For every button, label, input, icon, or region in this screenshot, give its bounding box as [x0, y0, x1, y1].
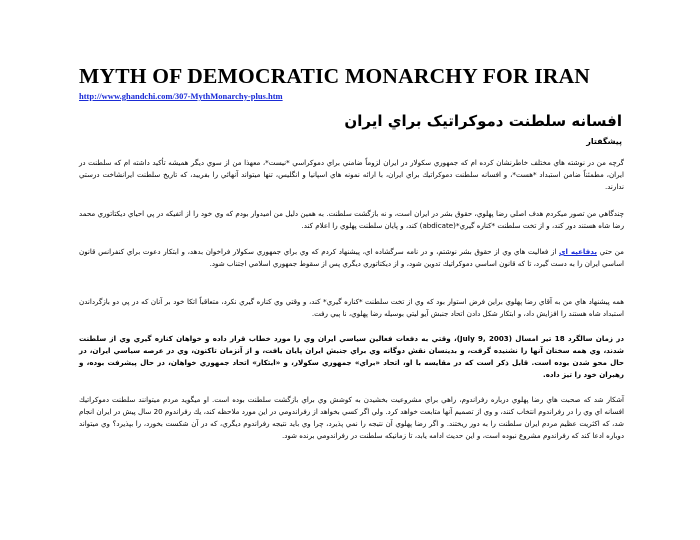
paragraph-6: آشكار شد كه صحبت هاي رضا پهلوي درباره رفراندوم، راهي براي مشروعيت بخشيدن به كوشش وي براي بازگشت سلطنت بوده است. او ميگويد مردم ميتوانند سلطنت دموكراتيك افسانه اي وي را در رفراندوم انتخاب كنند، و وي از تصميم آنها متابعت خواهد كرد. ولي اگر كسي بخواهد از رفراندومي در اين مورد ملاحظه كند، يك رفراندوم 20 سال پيش در ايران انجام شد، كه اكثريت عظيم مردم ايران سلطنت را به دور ريختند. و اگر رضا پهلوي آن نتيجه را نمي پذيرد، چرا وي بايد نتيجه رفراندوم ديگري، كه در آن شكست بخورد، را بپذيرد؟ وي ميتواند دوباره ادعا كند كه رفراندوم مشروع نبوده است، و اين حديث ادامه يابد، تا زمانيكه سلطنت در رفراندومي برنده شود.	[79, 395, 624, 440]
persian-title: افسانه سلطنت دموکراتیک براي ايران	[344, 112, 622, 130]
paragraph-3	[79, 246, 624, 270]
paragraph-4: همه پيشنهاد هاي من به آقاي رضا پهلوي براين فرض استوار بود كه وي از تخت سلطنت *كناره گيري* كند، و وقتي وي كناره گيري نكرد، متعاقباً اتكا خود بر آنان كه در پي دو بازگرداندن استبداد شاه هستند را افزايش داد، و ابتكار شكل دادن اتحاد جنبش آيو ليتي بوسيله رضا پهلوي، نا پيي رفت.	[79, 297, 624, 318]
paragraph-3-prefix: من حتي	[599, 247, 624, 256]
source-url-link[interactable]: http://www.ghandchi.com/307-MythMonarchy-plus.htm	[79, 91, 283, 101]
paragraph-5: در زمان سالگرد 18 تير امسال (July 9, 2003)، وقتي به دفعات فعالين سياسي ايران وي را مورد خطاب قرار داده و خواهان كناره گيري وي از سلطنت شدند، وي همه سخنان آنها را نشنيده گرفت، و بدينسان نقش دوگانه وي براي جنبش ايران پايان يافت، و از آنزمان تاكنون، وي در عرصه سياسي ايران، در حال محو شدن بوده است. قابل ذكر است كه در مقايسه با او، اتحاد «براي» جمهوري سكولار، و «ابتكار» اتحاد جمهوري خواهان، در حال پيشرفت بوده، و رهبران خود را تيز داده.	[79, 334, 625, 379]
paragraph-2: چندگاهي من تصور ميكردم هدف اصلي رضا پهلوي، حقوق بشر در ايران است، و نه بازگشت سلطنت. به همين دليل من اميدوار بودم كه وي خود را از اتفيکه در پي احياي ديكتاتوري محمد رضا شاه هستند دور كند، و از تخت سلطنت *كناره گيري*(abdicate) كند، و پايان سلطنت پهلوي را اعلام كند.	[79, 209, 624, 230]
page-title: MYTH OF DEMOCRATIC MONARCHY FOR IRAN	[79, 64, 591, 88]
defense-link[interactable]: بدفاعيه اي	[559, 247, 597, 256]
paragraph-1: گرچه من در نوشته هاي مختلف خاطرنشان كرده ام كه جمهوري سكولار در ايران لزوماً ضامني براي دموكراسي *نيست*، معهذا من از سوي ديگر هميشه تأكيد داشته ام كه سلطنت در ايران، مطمئناً ضامن استبداد *هست*، و افسانه سلطنت دموكراتيك براي ايران، با ارائه نمونه هاي اسپانيا و انگليس، تنها ميتواند آنهائي را بفريبد، كه تاريخ سلطنت ايرانشاخت درستي ندارند.	[79, 158, 624, 191]
paragraph-3-rest: از فعاليت هاي وي از حقوق بشر نوشتم، و در نامه سرگشاده اي، پيشنهاد كردم كه وي براي جمهوري سكولار فراخوان بدهد، و ابتكار دعوت براي كنفرانس قانون اساسي ايران را به دست گيرد، تا كه قانون اساسي دموكراتيك تدوين شود، و از ديكتاتوري ديگري پس از سقوط جمهوري اسلامي اجتناب شود.	[79, 247, 624, 268]
section-heading-preface: پيشگفتار	[586, 137, 622, 146]
